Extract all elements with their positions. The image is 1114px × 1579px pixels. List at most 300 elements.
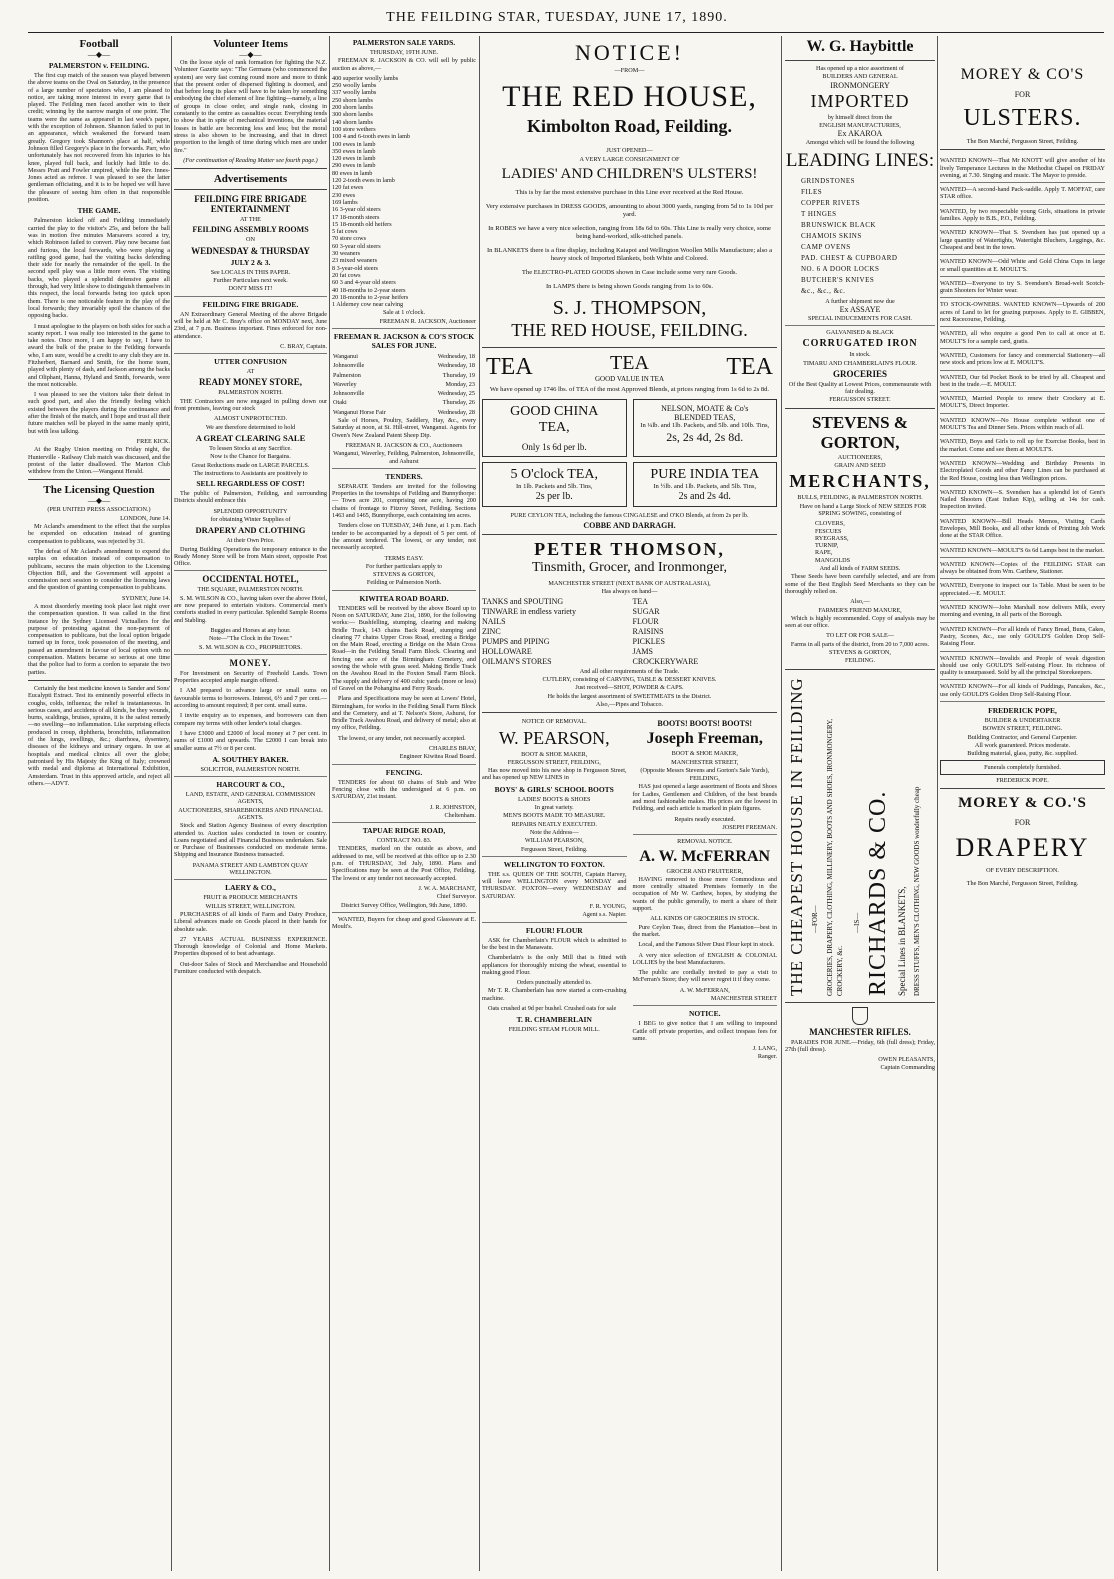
list-item: HOLLOWARE bbox=[482, 646, 532, 656]
list-item: TEA bbox=[632, 596, 649, 606]
builder-name: FREDERICK POPE, bbox=[988, 706, 1057, 716]
wanted-ad: WANTED—A second-hand Pack-saddle. Apply T. MOFFAT, care STAR office. bbox=[940, 183, 1105, 205]
text: for obtaining Winter Supplies of bbox=[210, 515, 291, 523]
text: FERGUSSON STREET. bbox=[829, 396, 891, 404]
wanted-ad: WANTED—Everyone to try S. Svendsen's Broad-welt Scotch-grain Shooters for Winter wear. bbox=[940, 277, 1105, 299]
tinsmith-trade: Tinsmith, Grocer, and Ironmonger, bbox=[531, 560, 728, 576]
groceries-heading: GROCERIES bbox=[832, 368, 887, 379]
text: ALL KINDS OF GROCERIES IN STOCK. bbox=[650, 915, 760, 923]
table-cell: Otaki bbox=[333, 399, 347, 407]
signature: Feilding or Palmerston North. bbox=[366, 579, 442, 587]
red-house-paragraph: Very extensive purchases in DRESS GOODS, amounting to about 3000 yards, ranging from 5d to 1s 10d per yard. bbox=[485, 202, 774, 218]
fencing-paragraph: TENDERS for about 60 chains of Stub and Wire Fencing close with the undersigned at 6 p.m. on SATURDAY, 21st instant. bbox=[332, 778, 476, 801]
list-item: 120 fat ewes bbox=[332, 184, 364, 192]
text: Note—"The Clock in the Tower." bbox=[208, 635, 293, 643]
tea-box bbox=[633, 462, 778, 507]
signature: COBBE AND DARRAGH. bbox=[583, 521, 676, 531]
divider bbox=[482, 856, 627, 857]
rugby-paragraph: At the Rugby Union meeting on Friday night, the Hunterville - Railway Club match was discussed, and the protest of the latter disallowed. The Marton Club withdrew from the Union.—Wanganui Herald. bbox=[28, 446, 170, 476]
signature: F. R. YOUNG, bbox=[589, 903, 627, 911]
list-item: PICKLES bbox=[632, 636, 665, 646]
list-item: 120 2-tooth ewes in lamb bbox=[332, 177, 395, 185]
brigade-title: FEILDING FIRE BRIGADE ENTERTAINMENT bbox=[194, 194, 307, 215]
signature: FEILDING. bbox=[844, 657, 876, 665]
text: The Bon Marché, Fergusson Street, Feilding. bbox=[966, 138, 1079, 145]
shipping-heading: WELLINGTON TO FOXTON. bbox=[503, 859, 605, 869]
proprietor-address: THE RED HOUSE, FEILDING. bbox=[511, 319, 748, 340]
sale-paragraph: FREEMAN R. JACKSON & CO. will sell by public auction as above,— bbox=[332, 57, 476, 72]
tenders-paragraph: Tenders close on TUESDAY, 24th June, at 1 p.m. Each tender to be accompanied by a deposit of 5 per cent. of the amount tendered. The lowest, or any tender, not necessarily accepted. bbox=[332, 522, 476, 552]
text: He holds the largest assortment of SWEETMEATS in the District. bbox=[547, 692, 712, 700]
tea-price: 2s and 2s 4d. bbox=[678, 490, 731, 502]
column-divider bbox=[171, 36, 172, 1571]
red-house-paragraph: In LAMPS there is being shown Goods ranging from 1s to 60s. bbox=[545, 282, 714, 290]
text: Building material, glass, putty, &c. supplied. bbox=[967, 750, 1078, 758]
licensing-subheading: (PER UNITED PRESS ASSOCIATION.) bbox=[47, 506, 151, 514]
agent-name: HARCOURT & CO., bbox=[216, 780, 285, 790]
text: MEN'S BOOTS MADE TO MEASURE. bbox=[503, 812, 606, 820]
text: Wanganui, Waverley, Feilding, Palmerston, Johnsonville, and Ashurst bbox=[333, 450, 475, 465]
licensing-heading: The Licensing Question bbox=[43, 484, 155, 497]
list-item: FILES bbox=[801, 188, 823, 197]
text: FERGUSSON STREET, FEILDING, bbox=[507, 758, 601, 766]
table-cell: Johnsonville bbox=[333, 390, 365, 398]
list-item: NAILS bbox=[482, 616, 506, 626]
signature: JOSEPH FREEMAN. bbox=[722, 823, 777, 831]
text: Also,—Pipes and Tobacco. bbox=[595, 700, 664, 708]
text: CONTRACT NO. 83. bbox=[376, 837, 432, 845]
text: Repairs neatly executed. bbox=[674, 815, 736, 823]
table-cell: Thursday, 26 bbox=[442, 399, 475, 407]
wanted-ad: WANTED KNOWN—No House complete without one of MOULT'S Tea and Dinner Sets. Prices within reach of all. bbox=[940, 414, 1105, 436]
divider bbox=[174, 570, 327, 571]
signature: Engineer Kiwitea Road Board. bbox=[399, 753, 476, 761]
money-paragraph: I AM prepared to advance large or small sums on favourable terms to borrowers. Interest, 6½ and 7 per cent.—according to amount required; 8 per cent. small sums. bbox=[174, 687, 327, 710]
table-row bbox=[332, 352, 476, 361]
text: See LOCALS IN THIS PAPER. bbox=[210, 268, 291, 276]
tea-box-title: PURE INDIA TEA bbox=[650, 466, 760, 482]
volunteer-heading: Volunteer Items bbox=[213, 38, 288, 50]
list-item: CAMP OVENS bbox=[801, 243, 851, 252]
divider bbox=[482, 347, 777, 348]
wanted-ad: WANTED KNOWN—John Marshall now delivers Milk, every morning and evening, in all parts of the Borough. bbox=[940, 601, 1105, 623]
licensing-paragraph: Mr Acland's amendment to the effect that the surplus be expended on education instead of granting compensation to publicans, was rejected by 31. bbox=[28, 523, 170, 545]
list-item: 60 3 and 4-year old steers bbox=[332, 279, 396, 287]
proprietor-name: S. J. THOMPSON, bbox=[552, 296, 707, 319]
divider bbox=[174, 296, 327, 297]
grocer-name: A. W. McFERRAN bbox=[639, 847, 771, 865]
list-item: CROCKERYWARE bbox=[632, 656, 699, 666]
column-red-house bbox=[482, 36, 777, 1571]
rifles-paragraph: PARADES FOR JUNE.—Friday, 6th (full dress); Friday, 27th (full dress). bbox=[785, 1038, 935, 1053]
signature: FREEMAN R. JACKSON, Auctioneer bbox=[379, 317, 476, 325]
signature: MANCHESTER STREET bbox=[710, 994, 777, 1002]
sales-heading: FREEMAN R. JACKSON & CO'S STOCK SALES FOR JUNE. bbox=[333, 331, 475, 350]
tea-center bbox=[595, 352, 664, 383]
divider bbox=[28, 479, 170, 480]
wanted-ad: WANTED KNOWN—Odd White and Gold China Cups in large or small quantities at E. MOULT'S. bbox=[940, 255, 1105, 277]
red-house-paragraph: In ROBES we have a very nice selection, ranging from 18s 6d to 60s. This Line is really very choice, some being hand-worked, silk-stitched panels. bbox=[488, 224, 771, 240]
sales-table bbox=[332, 352, 476, 417]
signature: J. W. A. MARCHANT, bbox=[418, 884, 476, 892]
text: Has opened up a nice assortment of bbox=[816, 65, 904, 72]
seeds-paragraph: These Seeds have been carefully selected, and are from some of the Best English Seed Merchants so they can be thoroughly relied on. bbox=[785, 573, 935, 595]
text: Building Contractor, and General Carpenter. bbox=[967, 733, 1078, 741]
fencing-heading: FENCING. bbox=[385, 767, 423, 777]
bootmaker-name: W. PEARSON, bbox=[498, 727, 610, 748]
text: FARMER'S FRIEND MANURE, bbox=[818, 606, 902, 614]
text: MANCHESTER STREET, bbox=[671, 758, 739, 766]
money-heading: MONEY. bbox=[229, 657, 272, 668]
flour-heading: FLOUR! FLOUR bbox=[525, 925, 583, 935]
wanted-ad: WANTED KNOWN—Bill Heads Memos, Visiting Cards Envelopes, Mill Books, and all other kinds of Printing Job Work done at the STAR Office. bbox=[940, 515, 1105, 544]
lower-ads bbox=[482, 717, 777, 1062]
ulsters-heading: LADIES' AND CHILDREN'S ULSTERS! bbox=[501, 165, 758, 182]
text: LAND, ESTATE, AND GENERAL COMMISSION AGENTS, bbox=[185, 791, 316, 806]
list-item: RAPE, bbox=[815, 549, 833, 557]
flour-paragraph: Oats crushed at 9d per bushel. Crushed oats for sale bbox=[488, 1004, 617, 1012]
list-item: FESCUES bbox=[815, 527, 842, 535]
list-item: NO. 6 A DOOR LOCKS bbox=[801, 265, 880, 274]
text: Note the Address— bbox=[529, 828, 579, 836]
store-paragraph: The public of Palmerston, Feilding, and surrounding Districts should embrace this bbox=[174, 490, 327, 505]
tea-boxes-row bbox=[482, 462, 777, 507]
table-row bbox=[332, 398, 476, 407]
richards-vertical-ad bbox=[785, 678, 935, 998]
auctioneer-name: STEVENS & GORTON, bbox=[812, 412, 908, 452]
text: At their Own Price. bbox=[226, 537, 275, 545]
rifles-heading: MANCHESTER RIFLES. bbox=[809, 1026, 911, 1037]
list-item: 20 fat cows bbox=[332, 271, 361, 279]
text: BULLS, FEILDING, & PALMERSTON NORTH. bbox=[797, 494, 923, 502]
list-item: 120 ewes in lamb bbox=[332, 155, 376, 163]
divider bbox=[482, 712, 777, 713]
divider bbox=[332, 912, 476, 913]
list-item: 17 18-month steers bbox=[332, 213, 380, 221]
dateline: LONDON, June 14. bbox=[120, 514, 170, 522]
list-item: 300 shorn lambs bbox=[332, 111, 373, 119]
list-item: 30 weaners bbox=[332, 250, 361, 258]
text: BUILDER & UNDERTAKER bbox=[984, 717, 1061, 725]
text: ON bbox=[246, 236, 255, 244]
advertisements-heading: Advertisements bbox=[213, 173, 288, 186]
sale-heading: SELL REGARDLESS OF COST! bbox=[196, 479, 305, 489]
football-heading: Football bbox=[79, 38, 119, 50]
text: OF EVERY DESCRIPTION. bbox=[986, 867, 1059, 875]
imported-heading: IMPORTED bbox=[810, 90, 910, 111]
notice-paragraph: I BEG to give notice that I am willing to impound Cattle off private properties, and collect trespass fees for same. bbox=[632, 1020, 777, 1042]
wanted-ad: WANTED, Married People to renew their Crockery at E. MOULT'S, Direct Importer. bbox=[940, 392, 1105, 414]
column-divider bbox=[479, 36, 480, 1571]
list-item: 250 woolly lambs bbox=[332, 82, 377, 90]
text: PURE CEYLON TEA, including the famous CINGALESE and O'KO Blends, at from 2s per lb. bbox=[510, 511, 749, 519]
table-cell: Wednesday, 25 bbox=[437, 390, 475, 398]
divider bbox=[332, 328, 476, 329]
divider bbox=[332, 468, 476, 469]
text: FOR bbox=[1014, 818, 1031, 828]
list-item: T HINGES bbox=[801, 210, 837, 219]
hotel-location: THE SQUARE, PALMERSTON NORTH. bbox=[197, 586, 304, 594]
divider bbox=[174, 776, 327, 777]
text: For further particulars apply to bbox=[365, 562, 443, 570]
red-house-paragraph: In BLANKETS there is a fine display, including Kaiapoi and Wellington Woollen Mills Manufacture; also a heavy stock of Imported Blankets, both White and Colored. bbox=[486, 246, 773, 262]
vertical-text: —IS— bbox=[853, 912, 861, 933]
signature: Agent s.s. Napier. bbox=[582, 911, 627, 919]
bootmaker-paragraph: Has now moved into his new shop in Fergusson Street, and has opened up NEW LINES in bbox=[482, 767, 627, 782]
text: WILLIS STREET, WELLINGTON. bbox=[205, 902, 296, 910]
text: FRUIT & PRODUCE MERCHANTS bbox=[203, 894, 298, 902]
iron-heading: CORRUGATED IRON bbox=[802, 338, 918, 350]
text: AUCTIONEERS, bbox=[837, 453, 883, 461]
tea-box-text: In 1lb. Packets and 5lb. Tins, bbox=[515, 482, 593, 490]
board-paragraph: Plans and Specifications may be seen at Lowes' Hotel, Birmingham, for works in the Feilding Small Farm Block and the Cemetery, and at T. Nelson's Store, Ashurst, for Bridle Track Awahou Road, and delivery of metal; also at my office, Feilding. bbox=[332, 695, 476, 732]
masthead-rule bbox=[28, 32, 1104, 33]
signature: STEVENS & GORTON, bbox=[373, 571, 435, 579]
text: In great variety. bbox=[534, 804, 574, 812]
divider bbox=[332, 590, 476, 591]
bootmaker-paragraph: HAS just opened a large assortment of Boots and Shoes for Ladies, Gentlemen and Children, of the best brands and most fashionable makes. His prices are the lowest in Feilding, and each article is marked in plain figures. bbox=[632, 783, 777, 813]
merchant-paragraph: Out-door Sales of Stock and Merchandise and Household Furniture conducted with despatch. bbox=[174, 960, 327, 976]
signature: Ranger. bbox=[757, 1053, 777, 1061]
table-cell: Wednesday, 18 bbox=[437, 352, 475, 360]
leading-lines-heading: LEADING LINES: bbox=[785, 150, 935, 172]
list-item: MANGOLDS bbox=[815, 556, 851, 564]
list-item: 250 shorn lambs bbox=[332, 96, 373, 104]
list-item: TINWARE in endless variety bbox=[482, 606, 576, 616]
text: District Survey Office, Wellington, 9th June, 1890. bbox=[340, 901, 468, 909]
list-item: ZINC bbox=[482, 626, 501, 636]
wanted-ad: WANTED KNOWN—For all kinds of Fancy Bread, Buns, Cakes, Pastry, Scones, &c., use only GOULD'S Golden Drop Self-Raising Flour. bbox=[940, 623, 1105, 652]
text: And all kinds of FARM SEEDS. bbox=[819, 565, 901, 573]
masthead: THE FEILDING STAR, TUESDAY, JUNE 17, 1890. bbox=[386, 10, 728, 25]
list-item: OILMAN'S STORES bbox=[482, 656, 552, 666]
grocer-paragraph: The public are cordially invited to pay a visit to McFerran's Store; they will never regret it if they come. bbox=[632, 969, 777, 984]
divider bbox=[332, 822, 476, 823]
tea-box-text: In ½lb. and 1lb. Packets, and 5lb. Tins, bbox=[653, 482, 757, 490]
sale-date: THURSDAY, 19TH JUNE. bbox=[369, 49, 439, 56]
divider bbox=[28, 680, 170, 681]
divider bbox=[785, 1002, 935, 1003]
shipping-paragraph: THE s.s. QUEEN OF THE SOUTH, Captain Harvey, will leave WELLINGTON every MONDAY and THURSDAY. FOXTON—every WEDNESDAY and SATURDAY. bbox=[482, 870, 627, 900]
brigade-paragraph: AN Extraordinary General Meeting of the above Brigade will be held at Mr C. Bray's office on MONDAY next, June 23rd, at 7 p.m. Business important. Fines enforced for non-attendance. bbox=[174, 310, 327, 340]
right-ads bbox=[633, 717, 778, 1062]
divider bbox=[785, 325, 935, 326]
column-divider bbox=[937, 36, 938, 1571]
game-paragraph: Palmerston kicked off and Feilding immediately carried the play to the visitor's 25s, and before the ball was in motion five minutes Marsavers scored a try, which Robinson failed to convert. Play now became fast and furious, the local forwards, who were playing a rattling good game, had the visiting backs defending their side for nearly the remainder of the spell. In the second spell play was a little more even. The visiting backs, who played a splendid defensive game all through, had very little show to distinguish themselves in this respect, the local forwards being too quick upon them. There is one noticeable feature in the play of the local forwards; they invariably spoil the chances of the opposing backs. bbox=[28, 217, 170, 320]
divider bbox=[174, 189, 327, 190]
table-cell: Palmerston bbox=[333, 371, 361, 379]
list-item: 40 18-months to 2-year steers bbox=[332, 286, 406, 294]
column-haybittle bbox=[785, 36, 935, 1571]
text: BUILDERS AND GENERAL bbox=[822, 73, 898, 81]
list-item: 230 ewes bbox=[332, 191, 356, 199]
signature: Cheltenham. bbox=[444, 811, 476, 819]
morey-heading: MOREY & CO.'S bbox=[958, 795, 1087, 812]
column-divider bbox=[781, 36, 782, 1571]
text: BOOT & SHOE MAKER, bbox=[671, 750, 738, 758]
table-row bbox=[332, 361, 476, 370]
tea-word: TEA bbox=[610, 351, 649, 374]
tea-banner bbox=[486, 352, 773, 383]
text: The Bon Marché, Fergusson Street, Feilding. bbox=[966, 880, 1079, 888]
text: AUCTIONEERS, SHAREBROKERS AND FINANCIAL AGENTS. bbox=[178, 806, 323, 821]
morey-heading: MOREY & CO'S bbox=[960, 66, 1085, 83]
tea-box bbox=[482, 399, 627, 457]
tenders-paragraph: SEPARATE Tenders are invited for the following Properties in the townships of Feilding and Bunnythorpe:— Town acre 201, comprising one acre, having 200 chains of frontage to Fitzroy Street, Feilding. Sections 1463 and 1465, Bunnythorpe, each containing ten acres. bbox=[332, 482, 476, 520]
list-item: CLOVERS, bbox=[815, 520, 845, 528]
ornament: —◆— bbox=[87, 496, 111, 506]
list-item: RYEGRASS, bbox=[815, 534, 849, 542]
goods-columns bbox=[482, 597, 777, 667]
text: AT THE bbox=[240, 216, 261, 224]
list-item: 350 ewes in lamb bbox=[332, 147, 376, 155]
list-item: FLOUR bbox=[632, 616, 659, 626]
list-item: BRUNSWICK BLACK bbox=[801, 221, 876, 230]
event-date: JULY 2 & 3. bbox=[230, 257, 271, 267]
store-name: READY MONEY STORE, bbox=[199, 377, 302, 388]
signature: Fergusson Street, Feilding. bbox=[520, 845, 588, 853]
table-row bbox=[332, 380, 476, 389]
text: FOR bbox=[1014, 90, 1031, 99]
list-item: 100 4 and 6-tooth ewes in lamb bbox=[332, 133, 411, 141]
column-football bbox=[28, 36, 170, 1571]
text: All work guaranteed. Prices moderate. bbox=[974, 741, 1071, 749]
divider bbox=[174, 168, 327, 169]
flour-paragraph: ASK for Chamberlain's FLOUR which is admitted to be the best in the Manawatu. bbox=[482, 936, 627, 951]
tea-word: TEA bbox=[486, 353, 533, 380]
seeds-list bbox=[785, 520, 935, 564]
list-item: TURNIP, bbox=[815, 542, 839, 550]
table-cell: Wednesday, 18 bbox=[437, 362, 475, 370]
address-heading: Kimbolton Road, Feilding. bbox=[526, 116, 733, 137]
text: ENGLISH MANUFACTURIES, bbox=[819, 122, 901, 130]
text: TO LET OR FOR SALE— bbox=[826, 632, 894, 640]
list-item: 60 3-year old steers bbox=[332, 242, 381, 250]
column-sales bbox=[332, 36, 476, 1571]
merchants-heading: MERCHANTS, bbox=[789, 471, 931, 492]
wanted-ad: WANTED, Our 6d Pocket Book to be tried by all. Cheapest and best in the trade.—E. MOULT. bbox=[940, 371, 1105, 393]
list-item: PUMPS and PIPING bbox=[482, 636, 550, 646]
tea-price: 2s, 2s 4d, 2s 8d. bbox=[666, 429, 744, 444]
wanted-ad: WANTED, all who require a good Pen to call at once at E. MOULT'S for a sample card, gratis. bbox=[940, 327, 1105, 349]
list-item: 200 shorn lambs bbox=[332, 104, 373, 112]
sale-heading: DRAPERY AND CLOTHING bbox=[195, 525, 306, 536]
text: NOTICE OF REMOVAL. bbox=[521, 718, 587, 726]
table-row bbox=[332, 371, 476, 380]
vertical-text: GROCERIES, DRAPERY, CLOTHING, MILLINERY, BOOTS AND SHOES, IRONMONGERY, CROCKERY, &c. bbox=[826, 718, 844, 996]
signature: A. SOUTHEY BAKER. bbox=[212, 754, 289, 764]
money-paragraph: For Investment on Security of Freehold Lands. Town Properties accepted ample margin offered. bbox=[174, 669, 327, 685]
signature: A. W. McFERRAN, bbox=[679, 986, 730, 994]
signature: FREEMAN R. JACKSON & CO., Auctioneers bbox=[345, 441, 463, 449]
signature: J. LANG, bbox=[752, 1045, 777, 1053]
signature: FREE KICK. bbox=[136, 437, 170, 445]
text: In stock. bbox=[849, 351, 871, 359]
sale-heading: A GREAT CLEARING SALE bbox=[195, 432, 306, 443]
text: SPLENDID OPPORTUNITY bbox=[213, 507, 288, 515]
column-divider bbox=[329, 36, 330, 1571]
signature: CHARLES BRAY, bbox=[428, 745, 476, 753]
address: PANAMA STREET AND LAMBTON QUAY WELLINGTON. bbox=[192, 861, 309, 877]
text: FEILDING, bbox=[689, 775, 720, 783]
divider bbox=[785, 669, 935, 670]
table-cell: Wanganui bbox=[333, 352, 358, 360]
divider bbox=[482, 534, 777, 535]
store-location: PALMERSTON NORTH. bbox=[218, 389, 283, 397]
text: DON'T MISS IT! bbox=[228, 285, 273, 293]
signature: S. M. WILSON & CO., PROPRIETORS. bbox=[199, 643, 302, 651]
divider bbox=[633, 1005, 778, 1006]
vertical-text: DRESS STUFFS, MEN'S CLOTHING, NEW GOODS wonderfully cheap bbox=[913, 786, 921, 996]
text: A VERY LARGE CONSIGNMENT OF bbox=[579, 155, 680, 163]
text: Just received—SHOT, POWDER & CAPS. bbox=[575, 684, 684, 692]
dateline: SYDNEY, June 14. bbox=[121, 594, 170, 602]
store-paragraph: During Building Operations the temporary entrance to the Ready Money Store will be from Main street, opposite Post Office. bbox=[174, 545, 327, 568]
wanted-ad: WANTED KNOWN—Copies of the FEILDING STAR can always be obtained from Wm. Carthew, Stationer. bbox=[940, 558, 1105, 580]
tea-box-title: BLENDED TEAS, bbox=[674, 412, 736, 422]
merchant-paragraph: 27 YEARS ACTUAL BUSINESS EXPERIENCE. Thorough knowledge of Colonial and Home Markets. Properties disposed of to best advantage. bbox=[174, 935, 327, 958]
list-item: 23 mixed weaners bbox=[332, 257, 378, 265]
left-ads bbox=[482, 717, 627, 1062]
signature: SOLICITOR, PALMERSTON NORTH. bbox=[200, 765, 301, 773]
table-cell: Wednesday, 28 bbox=[437, 408, 475, 416]
text: Farms in all parts of the district, from 20 to 7,000 acres. bbox=[790, 640, 930, 648]
grocer-paragraph: Pure Ceylon Teas, direct from the Plantation—best in the market. bbox=[632, 923, 777, 938]
volunteer-paragraph: On the loose style of rank formation for fighting the N.Z. Volunteer Gazette says: "The Germans (who commenced the system) are very fast coming round more and more to think that the present order of dispersed fighting is doomed, and that before long its place will have to be taken by something embodying the chief element of line fighting—namely, a line of groups in close order, and single rank, closing in constantly to the centre as casualties occur. Everything tends to show that in spite of mechanical inventions, the material losses in battle are becoming less and less; but the moral stress is also shown to be increasing, and that in direct proportion to the length of time during which men are under fire." bbox=[174, 59, 327, 154]
text: The instructions to Assistants are positively to bbox=[193, 469, 308, 477]
divider bbox=[174, 879, 327, 880]
signature: Chief Surveyor. bbox=[436, 893, 476, 901]
text: SPECIAL INDUCEMENTS FOR CASH. bbox=[808, 314, 912, 322]
continuation-note: (For continuation of Reading Matter see fourth page.) bbox=[183, 156, 318, 164]
list-item: 1 Alderney cow near calving bbox=[332, 301, 404, 309]
wanted-paragraph: WANTED, Buyers for cheap and good Glassware at E. Moult's. bbox=[332, 915, 476, 931]
list-item: 169 lambs bbox=[332, 198, 358, 206]
tea-paragraph: We have opened up 1746 lbs. of TEA of the most Approved Blends, at prices ranging from 1s 6d to 2s 8d. bbox=[489, 385, 770, 393]
flour-paragraph: Chamberlain's is the only Mill that is fitted with appliances for thoroughly mixing the wheat, essential to making good Flour. bbox=[482, 954, 627, 976]
text: —FROM— bbox=[614, 67, 645, 74]
tea-word: TEA bbox=[726, 353, 773, 380]
red-house-title: THE RED HOUSE, bbox=[502, 80, 757, 114]
manure-paragraph: Which is highly recommended. Copy of analysis may be seen at our office. bbox=[785, 614, 935, 630]
store-heading: UTTER CONFUSION bbox=[214, 357, 287, 367]
tinsmith-name: PETER THOMSON, bbox=[534, 539, 725, 560]
divider bbox=[633, 834, 778, 835]
text: JUST OPENED— bbox=[606, 147, 653, 155]
licensing-paragraph: A most disorderly meeting took place last night over the compensation question. It was called in the first instance by the Sydney Licensed Victuallers for the purpose of protesting against the non-payment of compensation to publicans, but the local option brigade turned up in force, took possession of the meeting, and passed an amendment in favour of local option with no compensation. Matters became so serious at one time that the police had to form a cordon to separate the two parties. bbox=[28, 603, 170, 676]
list-item: TANKS and SPOUTING bbox=[482, 596, 564, 606]
wanted-list bbox=[940, 154, 1105, 702]
football-paragraph: The first cup match of the season was played between the above teams on the Oval on Saturday, in the presence of a large number of spectators who, I am pleased to notice, are taking more interest in every game that is played. The Feilding men faced another win to their credit; winning by the narrow margin of one point. The teams were the same as appeared in last week's paper, with the exception of Johnson. Shannon failed to put in an appearance, which weakened the forward team greatly. Gregory took Shannon's place at half, while Johnson filled Gregory's place in the forwards. Parr, who unfortunately has not recovered from his injuries to his knee, played full back, and luckily had little to do. Messrs Pratt and Fowler umpired, while the Rev. Innes-Jones acted as referee. I was pleased to see the latter gentleman officiating, and it is to be hoped we will have the pleasure of seeing him often in that responsible position. bbox=[28, 72, 170, 204]
tea-boxes-row bbox=[482, 399, 777, 457]
wanted-ad: WANTED KNOWN—For all kinds of Puddings, Pancakes, &c., use only GOULD'S Golden Drop Self-Raising Flour. bbox=[940, 680, 1105, 702]
notice-heading: NOTICE! bbox=[575, 40, 684, 65]
table-cell: Waverley bbox=[333, 380, 357, 388]
hotel-paragraph: S. M. WILSON & CO., having taken over the above Hotel, are now prepared to entertain visitors. Commercial men's comforts studied in every particular. Splendid Sample Rooms and Stabling. bbox=[174, 594, 327, 624]
signature: STEVENS & GORTON, bbox=[829, 648, 891, 656]
merchant-name: LAERY & CO., bbox=[225, 883, 276, 893]
list-item: 20 18-months to 2-year heifers bbox=[332, 293, 409, 301]
signature: J. R. JOHNSTON, bbox=[429, 803, 476, 811]
text: Sale at 1 o'clock. bbox=[382, 309, 425, 317]
divider bbox=[940, 149, 1105, 150]
text: GROCER AND FRUITERER, bbox=[666, 867, 743, 875]
table-row bbox=[332, 389, 476, 398]
tea-box bbox=[482, 462, 627, 507]
text: Ex ASSAYE bbox=[839, 305, 881, 315]
signature: Captain Commanding bbox=[880, 1064, 935, 1072]
wanted-ad: WANTED KNOWN—Invalids and People of weak digestion should use only GOULD'S Self-raising Flour. Its richness of quality is unsurpassed. Sold by all the principal Storekeepers. bbox=[940, 652, 1105, 681]
